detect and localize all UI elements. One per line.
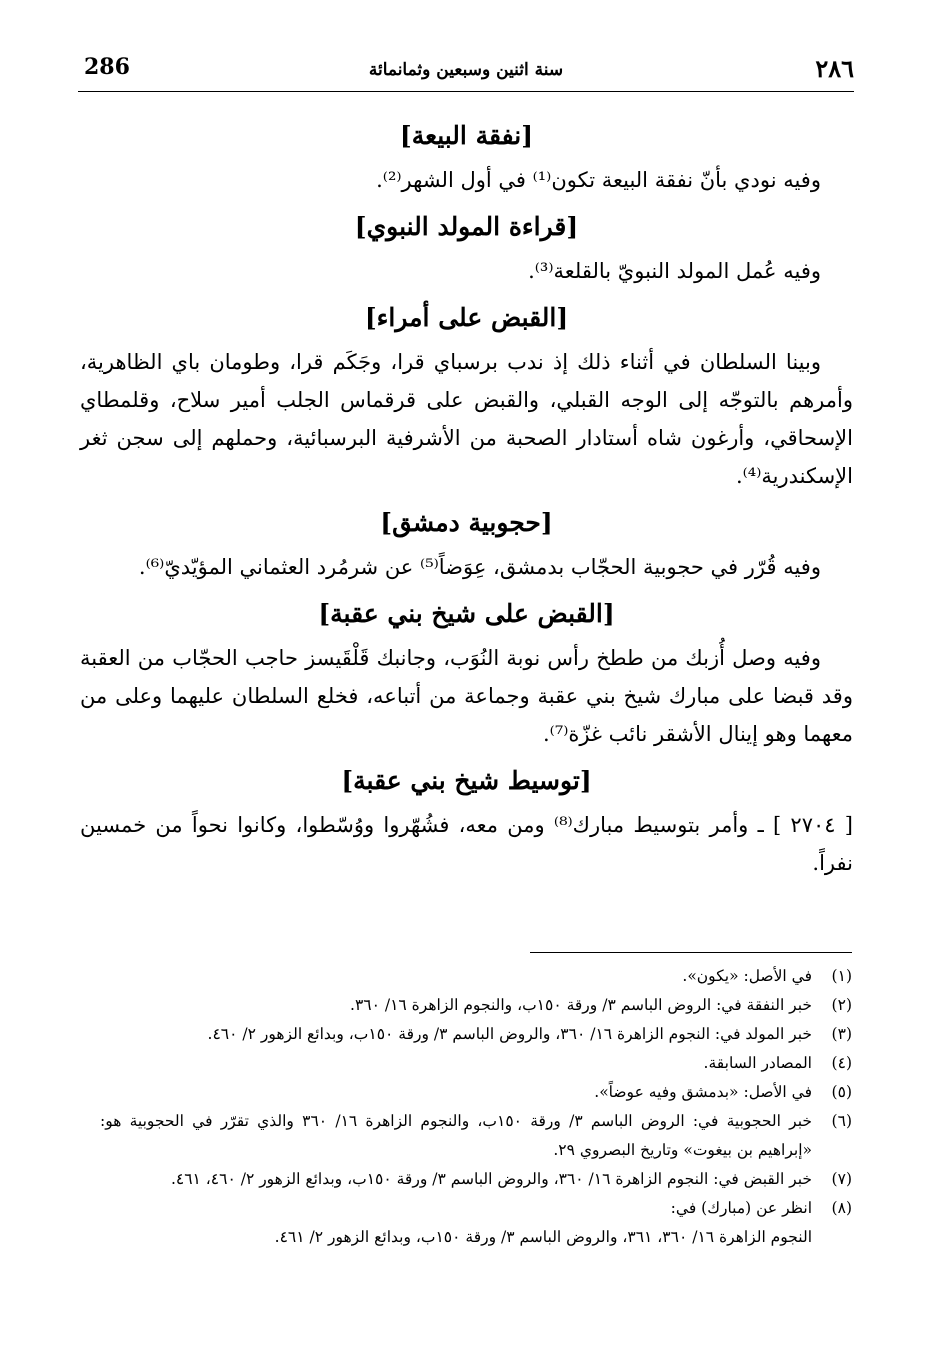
footnote-number: (٥) [831, 1083, 852, 1101]
footnote-number: (٦) [831, 1112, 852, 1130]
footnote [100, 962, 852, 991]
footnote-line: خبر الحجوبية في: الروض الباسم ٣/ ورقة ١٥٠ب، والنجوم الزاهرة ١٦/ ٣٦٠ والذي تقرّر في الحجوبية هو: «إبراهيم بن بيغوت» وتاريخ البصروي ٢٩. [100, 1112, 812, 1159]
footnote [100, 1078, 852, 1107]
footnote [100, 1194, 852, 1252]
footnote [100, 1020, 852, 1049]
footnote-number: (١) [831, 967, 852, 985]
section [80, 118, 853, 199]
footnote-number: (٨) [831, 1199, 852, 1217]
paragraph: وفيه عُمل المولد النبويّ بالقلعة⁽³⁾. [528, 259, 821, 283]
footnote [100, 1049, 852, 1078]
footnote-text [100, 1165, 812, 1194]
paragraph: وبينا السلطان في أثناء ذلك إذ ندب برسباي قرا، وجَكَم قرا، وطومان باي الظاهرية، وأمرهم بالتوجّه إلى الوجه القبلي، والقبض على قرقماس الجلب أمير سلاح، وقلمطاي الإسحاقي، وأرغون شاه أستادار الصحبة من الأشرفية البرسبائية، وحملهم إلى سجن ثغر الإسكندرية⁽⁴⁾. [80, 350, 853, 488]
section-heading: [القبض على شيخ بني عقبة] [318, 599, 615, 628]
section-heading: [حجوبية دمشق] [380, 508, 553, 537]
page-number-latin: 286 [84, 54, 130, 80]
footnote-line: في الأصل: «يكون». [682, 967, 812, 985]
section-heading: [القبض على أمراء] [364, 303, 569, 332]
footnote-text [100, 1194, 812, 1252]
footnote-line: خبر النفقة في: الروض الباسم ٣/ ورقة ١٥٠ب، والنجوم الزاهرة ١٦/ ٣٦٠. [350, 996, 812, 1014]
footnote-line: خبر المولد في: النجوم الزاهرة ١٦/ ٣٦٠، والروض الباسم ٣/ ورقة ١٥٠ب، وبدائع الزهور ٢/ ٤٦٠. [207, 1025, 812, 1043]
footnote-line: انظر عن (مبارك) في: [670, 1199, 812, 1217]
footnote-text [100, 1107, 812, 1165]
page-number-arabic: ٢٨٦ [815, 54, 854, 83]
section-heading: [توسيط شيخ بني عقبة] [341, 766, 592, 795]
paragraph: وفيه وصل أُزبك من ططخ رأس نوبة النُوَب، وجانبك قَلْقَيسز حاجب الحجّاب من العقبة وقد قبضا على مبارك شيخ بني عقبة وجماعة من أتباعه، فخلع السلطان عليهما وعلى من معهما وهو إينال الأشقر نائب غزّة⁽⁷⁾. [80, 646, 853, 746]
section [80, 209, 853, 290]
section [80, 596, 853, 753]
footnote-text [100, 962, 812, 991]
footnote-text [100, 1078, 812, 1107]
footnote [100, 1107, 852, 1165]
paragraph: وفيه قُرّر في حجوبية الحجّاب بدمشق، عِوَضاً⁽⁵⁾ عن شرمُرد العثماني المؤيّديّ⁽⁶⁾. [138, 555, 821, 579]
footnotes [100, 962, 852, 1252]
footnote-text [100, 1049, 812, 1078]
footnote-line: خبر القبض في: النجوم الزاهرة ١٦/ ٣٦٠، والروض الباسم ٣/ ورقة ١٥٠ب، وبدائع الزهور ٢/ ٤٦٠، ٤٦١. [170, 1170, 812, 1188]
footnote [100, 991, 852, 1020]
paragraph: [ ٢٧٠٤ ] ـ وأمر بتوسيط مبارك⁽⁸⁾ ومن معه، فشُهّروا ووُسّطوا، وكانوا نحواً من خمسين نفراً. [80, 813, 853, 875]
paragraph: وفيه نودي بأنّ نفقة البيعة تكون⁽¹⁾ في أول الشهر⁽²⁾. [376, 168, 821, 192]
footnote-text [100, 991, 812, 1020]
section [80, 300, 853, 495]
footnote-number: (٧) [831, 1170, 852, 1188]
main-text [80, 108, 853, 890]
section [80, 505, 853, 586]
footnote-number: (٤) [831, 1054, 852, 1072]
section-heading: [قراءة المولد النبوي] [354, 212, 579, 241]
page-header [78, 52, 854, 92]
footnote-line: المصادر السابقة. [703, 1054, 812, 1072]
running-title: سنة اثنين وسبعين وثمانمائة [368, 60, 564, 80]
footnote-text [100, 1020, 812, 1049]
footnote-number: (٢) [831, 996, 852, 1014]
footnote-divider [530, 952, 852, 953]
footnote-number: (٣) [831, 1025, 852, 1043]
footnote-line: النجوم الزاهرة ١٦/ ٣٦٠، ٣٦١، والروض الباسم ٣/ ورقة ١٥٠ب، وبدائع الزهور ٢/ ٤٦١. [274, 1228, 812, 1246]
section-heading: [نفقة البيعة] [399, 121, 534, 150]
section [80, 763, 853, 882]
footnote [100, 1165, 852, 1194]
header-rule [78, 91, 854, 92]
footnote-line: في الأصل: «بدمشق وفيه عوضاً». [594, 1083, 812, 1101]
